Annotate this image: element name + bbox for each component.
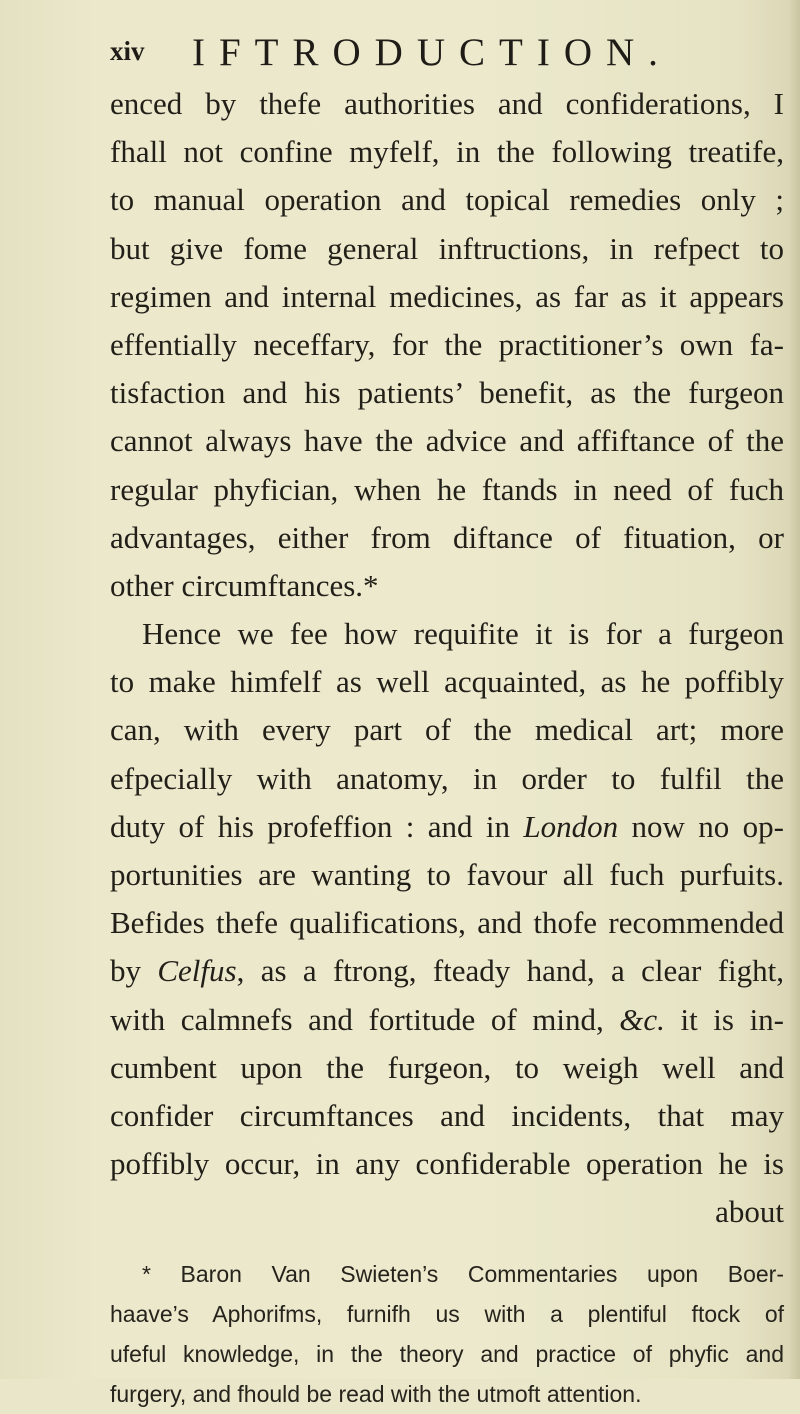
catchword: about (715, 1194, 784, 1230)
running-title: IFTRODUCTION. (192, 31, 672, 74)
text-line: advantages, either from diftance of fituation, or (110, 519, 784, 555)
text-line-with-etc: with calmnefs and fortitude of mind, &c. it is in- (110, 1001, 784, 1037)
text-line: fhall not confine myfelf, in the following treatife, (110, 134, 784, 170)
main-text (110, 80, 784, 1237)
text-line: but give fome general inftructions, in refpect to (110, 230, 784, 266)
text-line: Befides thefe qualifications, and thofe recommended (110, 905, 784, 941)
text-line: enced by thefe authorities and confiderations, I (110, 86, 784, 121)
italic-word: London (523, 808, 619, 844)
text-line: poffibly occur, in any confiderable operation he is (110, 1146, 784, 1182)
text-line: tisfaction and his patients’ benefit, as the furgeon (110, 375, 784, 411)
text-line: to make himfelf as well acquainted, as he poffibly (110, 664, 784, 700)
page-header (110, 30, 710, 80)
text-line-with-london: duty of his profeffion : and in London now no op- (110, 808, 784, 844)
text-line: regular phyfician, when he ftands in need of fuch (110, 471, 784, 507)
footnote (110, 1254, 784, 1414)
text-line-with-celfus: by Celfus, as a ftrong, fteady hand, a clear fight, (110, 953, 785, 989)
footnote-line: furgery, and fhould be read with the utmoft attention. (110, 1381, 642, 1407)
text-line: efpecially with anatomy, in order to fulfil the (110, 760, 784, 796)
footnote-line: * Baron Van Swieten’s Commentaries upon Boer- (142, 1261, 784, 1287)
text-line: can, with every part of the medical art; more (110, 712, 784, 748)
text-line: regimen and internal medicines, as far as it appears (110, 278, 784, 314)
text-line: other circumftances.* (110, 567, 379, 603)
page-edge (790, 0, 800, 1379)
page-number: xiv (110, 36, 145, 66)
text-line: effentially neceffary, for the practitioner’s own fa- (110, 326, 784, 362)
paragraph-start-line: Hence we fee how requifite it is for a furgeon (142, 616, 784, 652)
italic-word: Celfus (157, 953, 237, 989)
italic-word: &c. (619, 1001, 665, 1037)
text-line: portunities are wanting to favour all fuch purfuits. (110, 857, 784, 892)
text-line: cannot always have the advice and affiftance of the (110, 423, 784, 459)
text-line: to manual operation and topical remedies only ; (110, 182, 784, 218)
footnote-line: ufeful knowledge, in the theory and practice of phyfic and (110, 1341, 784, 1367)
footnote-line: haave’s Aphorifms, furnifh us with a plentiful ftock of (110, 1301, 784, 1327)
text-line: confider circumftances and incidents, that may (110, 1097, 784, 1133)
text-line: cumbent upon the furgeon, to weigh well and (110, 1049, 784, 1085)
